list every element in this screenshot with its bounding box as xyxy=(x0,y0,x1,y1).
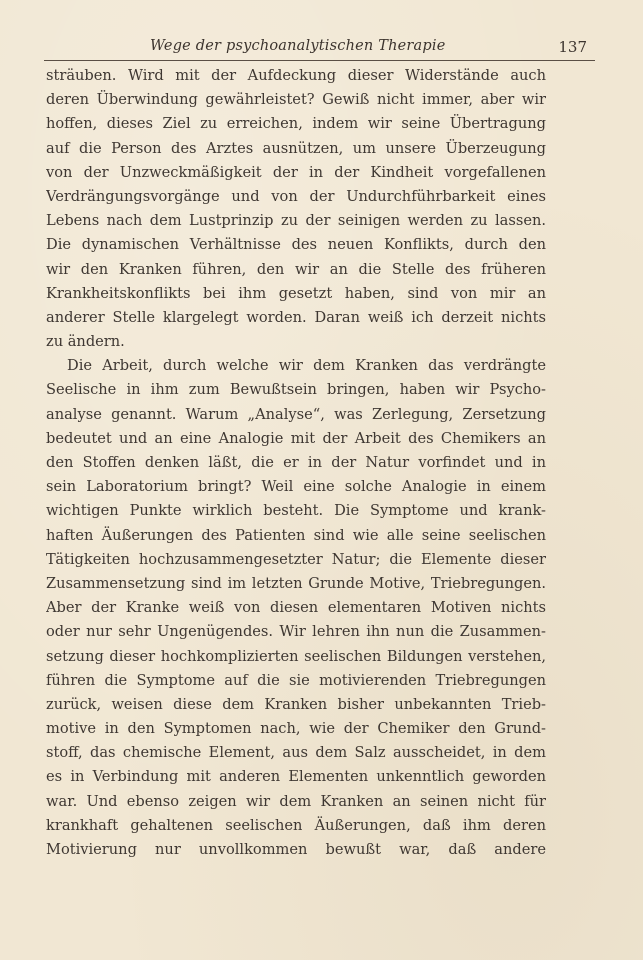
text-line: analyse genannt. Warum „Analyse“, was Zerlegung, Zersetzung xyxy=(46,405,546,423)
text-line: war. Und ebenso zeigen wir dem Kranken an seinen nicht für xyxy=(46,792,546,810)
page-header xyxy=(44,34,595,61)
text-line: krankhaft gehaltenen seelischen Äußerungen, daß ihm deren xyxy=(46,816,546,834)
text-line: oder nur sehr Ungenügendes. Wir lehren ihn nun die Zusammen- xyxy=(46,623,546,641)
text-line: bedeutet und an eine Analogie mit der Arbeit des Chemikers an xyxy=(46,429,546,447)
text-line: von der Unzweckmäßigkeit der in der Kindheit vorgefallenen xyxy=(46,163,546,181)
text-line: zu ändern. xyxy=(46,333,125,351)
text-line: auf die Person des Arztes ausnützen, um unsere Überzeugung xyxy=(46,139,546,157)
text-line: Verdrängungsvorgänge und von der Undurchführbarkeit eines xyxy=(46,187,546,205)
text-line: Krankheitskonflikts bei ihm gesetzt haben, sind von mir an xyxy=(46,284,546,302)
text-line: Tätigkeiten hochzusammengesetzter Natur; die Elemente dieser xyxy=(46,550,546,568)
text-line: Lebens nach dem Lustprinzip zu der seinigen werden zu lassen. xyxy=(46,212,546,230)
text-line: Zusammensetzung sind im letzten Grunde Motive, Triebregungen. xyxy=(46,574,546,592)
text-line: Aber der Kranke weiß von diesen elementaren Motiven nichts xyxy=(46,599,546,617)
page-number: 137 xyxy=(558,38,587,56)
text-line: Die dynamischen Verhältnisse des neuen Konflikts, durch den xyxy=(46,236,546,254)
text-line: motive in den Symptomen nach, wie der Chemiker den Grund- xyxy=(46,720,546,738)
text-line: zurück, weisen diese dem Kranken bisher unbekannten Trieb- xyxy=(46,695,546,713)
text-line: setzung dieser hochkomplizierten seelischen Bildungen verstehen, xyxy=(46,647,546,665)
text-line: stoff, das chemische Element, aus dem Salz ausscheidet, in dem xyxy=(46,744,546,762)
text-line: Seelische in ihm zum Bewußtsein bringen, haben wir Psycho- xyxy=(46,381,546,399)
text-line: Motivierung nur unvollkommen bewußt war, daß andere xyxy=(46,841,546,858)
running-head: Wege der psychoanalytischen Therapie xyxy=(150,38,446,54)
text-line: wir den Kranken führen, den wir an die Stelle des früheren xyxy=(46,260,546,278)
paragraph xyxy=(46,64,546,354)
text-line: sein Laboratorium bringt? Weil eine solche Analogie in einem xyxy=(46,478,546,496)
text-line: wichtigen Punkte wirklich besteht. Die Symptome und krank- xyxy=(46,502,546,520)
paragraph xyxy=(46,354,546,862)
text-line: sträuben. Wird mit der Aufdeckung dieser Widerstände auch xyxy=(46,67,546,84)
text-line: es in Verbindung mit anderen Elementen unkenntlich geworden xyxy=(46,768,546,786)
text-line: deren Überwindung gewährleistet? Gewiß nicht immer, aber wir xyxy=(46,91,546,109)
text-line: anderer Stelle klargelegt worden. Daran weiß ich derzeit nichts xyxy=(46,308,546,326)
text-line: hoffen, dieses Ziel zu erreichen, indem wir seine Übertragung xyxy=(46,115,546,133)
text-line: den Stoffen denken läßt, die er in der Natur vorfindet und in xyxy=(46,454,546,471)
text-line: führen die Symptome auf die sie motivierenden Triebregungen xyxy=(46,671,546,689)
text-line: Die Arbeit, durch welche wir dem Kranken das verdrängte xyxy=(67,357,546,375)
text-line: haften Äußerungen des Patienten sind wie alle seine seelischen xyxy=(46,526,546,544)
body-text xyxy=(46,64,546,862)
